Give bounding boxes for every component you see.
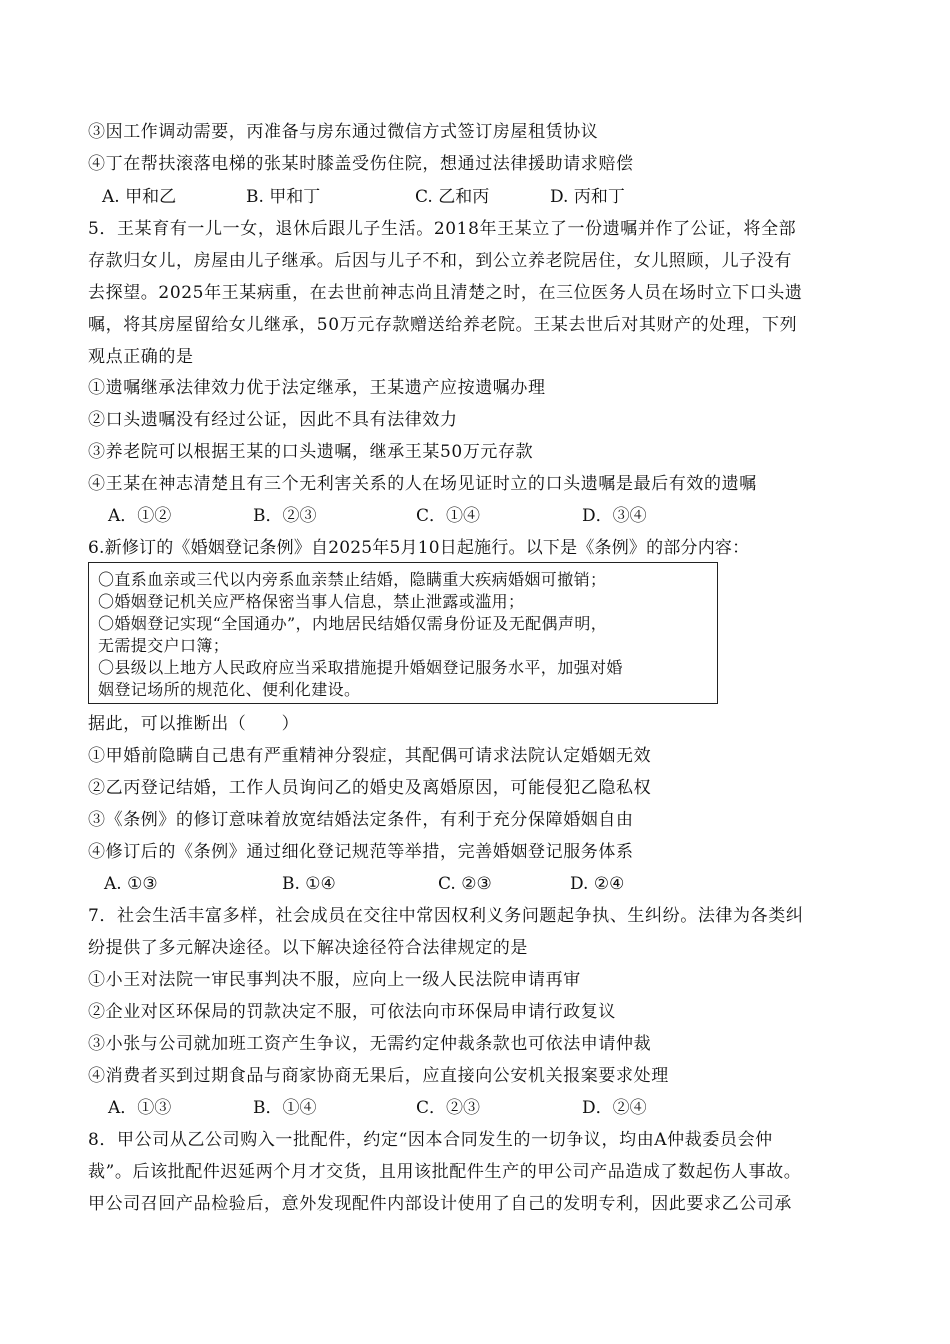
q4-option-d: D. 丙和丁	[550, 187, 625, 207]
q6-box-line-1: 〇直系血亲或三代以内旁系血亲禁止结婚，隐瞒重大疾病婚姻可撤销；	[98, 570, 607, 589]
q7-item-4: ④消费者买到过期食品与商家协商无果后，应直接向公安机关报案要求处理	[88, 1066, 669, 1086]
q6-option-d: D. ②④	[570, 874, 625, 894]
q7-item-3: ③小张与公司就加班工资产生争议，无需约定仲裁条款也可依法申请仲裁	[88, 1034, 652, 1054]
q7-item-1: ①小王对法院一审民事判决不服，应向上一级人民法院申请再审	[88, 970, 581, 990]
q6-option-a: A. ①③	[104, 874, 158, 894]
q7-item-2: ②企业对区环保局的罚款决定不服，可依法向市环保局申请行政复议	[88, 1002, 616, 1022]
q7-option-d: D．②④	[582, 1098, 647, 1118]
q6-prompt: 据此，可以推断出（ ）	[88, 714, 300, 734]
q5-item-4: ④王某在神志清楚且有三个无利害关系的人在场见证时立的口头遗嘱是最后有效的遗嘱	[88, 474, 757, 494]
q7-stem-line-2: 纷提供了多元解决途径。以下解决途径符合法律规定的是	[88, 938, 528, 958]
q8-stem-line-2: 裁”。后该批配件迟延两个月才交货，且用该批配件生产的甲公司产品造成了数起伤人事故。	[88, 1162, 802, 1182]
q6-option-b: B. ①④	[282, 874, 336, 894]
q7-option-a: A．①③	[108, 1098, 172, 1118]
q6-option-c: C. ②③	[438, 874, 492, 894]
q5-option-b: B．②③	[253, 506, 317, 526]
q8-stem-line-3: 甲公司召回产品检验后，意外发现配件内部设计使用了自己的发明专利，因此要求乙公司承	[88, 1194, 792, 1214]
q5-stem-line-2: 存款归女儿，房屋由儿子继承。后因与儿子不和，到公立养老院居住，女儿照顾，儿子没有	[88, 251, 792, 271]
q5-option-c: C．①④	[416, 506, 481, 526]
q5-stem-line-4: 嘱，将其房屋留给女儿继承，50万元存款赠送给养老院。王某去世后对其财产的处理，下列	[88, 315, 798, 335]
q5-item-1: ①遗嘱继承法律效力优于法定继承，王某遗产应按遗嘱办理	[88, 378, 546, 398]
q6-item-1: ①甲婚前隐瞒自己患有严重精神分裂症，其配偶可请求法院认定婚姻无效	[88, 746, 652, 766]
q6-item-2: ②乙丙登记结婚，工作人员询问乙的婚史及离婚原因，可能侵犯乙隐私权	[88, 778, 652, 798]
q7-stem-line-1: 7．社会生活丰富多样，社会成员在交往中常因权利义务问题起争执、生纠纷。法律为各类纠	[88, 906, 804, 926]
q5-item-3: ③养老院可以根据王某的口头遗嘱，继承王某50万元存款	[88, 442, 534, 462]
q6-item-4: ④修订后的《条例》通过细化登记规范等举措，完善婚姻登记服务体系	[88, 842, 634, 862]
q6-box-line-5: 〇县级以上地方人民政府应当采取措施提升婚姻登记服务水平，加强对婚	[98, 658, 623, 677]
q5-stem-line-3: 去探望。2025年王某病重，在去世前神志尚且清楚之时，在三位医务人员在场时立下口头遗	[88, 283, 803, 303]
q6-stem: 6.新修订的《婚姻登记条例》自2025年5月10日起施行。以下是《条例》的部分内容：	[88, 538, 750, 558]
q4-item-3: ③因工作调动需要，丙准备与房东通过微信方式签订房屋租赁协议	[88, 122, 599, 142]
q4-option-b: B. 甲和丁	[246, 187, 321, 207]
q5-item-2: ②口头遗嘱没有经过公证，因此不具有法律效力	[88, 410, 458, 430]
q8-stem-line-1: 8．甲公司从乙公司购入一批配件，约定“因本合同发生的一切争议，均由A仲裁委员会仲	[88, 1130, 773, 1150]
q6-box-line-6: 姻登记场所的规范化、便利化建设。	[98, 680, 361, 699]
q7-option-b: B．①④	[253, 1098, 317, 1118]
q5-stem-line-5: 观点正确的是	[88, 347, 194, 367]
q4-option-c: C. 乙和丙	[415, 187, 490, 207]
q7-option-c: C．②③	[416, 1098, 481, 1118]
q5-option-a: A．①②	[108, 506, 172, 526]
q4-item-4: ④丁在帮扶滚落电梯的张某时膝盖受伤住院，想通过法律援助请求赔偿	[88, 154, 634, 174]
q5-option-d: D．③④	[582, 506, 647, 526]
q6-item-3: ③《条例》的修订意味着放宽结婚法定条件，有利于充分保障婚姻自由	[88, 810, 634, 830]
q5-stem-line-1: 5．王某育有一儿一女，退休后跟儿子生活。2018年王某立了一份遗嘱并作了公证，将全部	[88, 219, 797, 239]
q6-box-line-2: 〇婚姻登记机关应严格保密当事人信息，禁止泄露或滥用；	[98, 592, 525, 611]
q4-option-a: A. 甲和乙	[102, 187, 177, 207]
q6-box-line-4: 无需提交户口簿；	[98, 636, 230, 655]
q6-box-line-3: 〇婚姻登记实现“全国通办”，内地居民结婚仅需身份证及无配偶声明，	[98, 614, 608, 633]
